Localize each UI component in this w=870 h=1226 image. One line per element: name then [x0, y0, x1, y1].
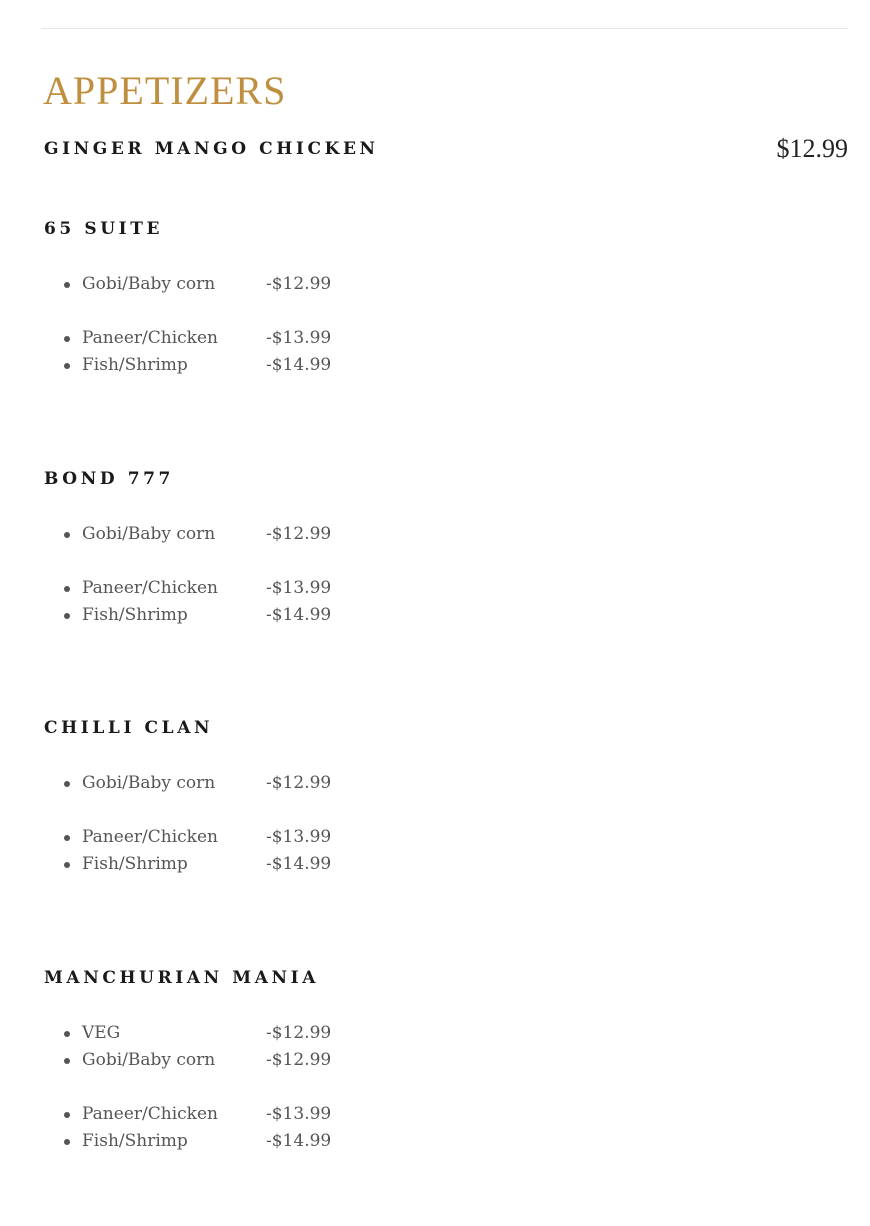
option-price: -$13.99 — [266, 328, 332, 348]
dish-bond-777 — [44, 469, 464, 629]
top-divider — [41, 28, 848, 29]
option-price: -$14.99 — [266, 854, 332, 874]
bullet-icon — [64, 1112, 70, 1118]
bullet-icon — [64, 282, 70, 288]
option-name: Gobi/Baby corn — [82, 274, 216, 294]
option-name: Gobi/Baby corn — [82, 1050, 216, 1070]
option-price: -$14.99 — [266, 355, 332, 375]
dish-manchurian-mania — [44, 968, 464, 1155]
option-price: -$13.99 — [266, 578, 332, 598]
option-list — [44, 521, 464, 629]
option-price: -$12.99 — [266, 1050, 332, 1070]
option-item — [44, 521, 464, 548]
option-price: -$14.99 — [266, 605, 332, 625]
dish-name: BOND 777 — [44, 469, 174, 489]
option-name: Paneer/Chicken — [82, 328, 218, 348]
dish-name: CHILLI CLAN — [44, 718, 214, 738]
option-list — [44, 271, 464, 379]
option-item — [44, 602, 464, 629]
bullet-icon — [64, 781, 70, 787]
bullet-icon — [64, 1031, 70, 1037]
option-name: Gobi/Baby corn — [82, 524, 216, 544]
option-item — [44, 325, 464, 352]
option-name: Fish/Shrimp — [82, 355, 188, 375]
option-name: VEG — [82, 1023, 121, 1043]
option-item — [44, 575, 464, 602]
dish-name: 65 SUITE — [44, 219, 164, 239]
dish-65-suite — [44, 219, 464, 379]
option-price: -$12.99 — [266, 274, 332, 294]
featured-item-price: $12.99 — [776, 134, 848, 163]
option-price: -$14.99 — [266, 1131, 332, 1151]
featured-item-name: GINGER MANGO CHICKEN — [44, 139, 379, 159]
bullet-icon — [64, 613, 70, 619]
option-name: Fish/Shrimp — [82, 854, 188, 874]
option-item — [44, 851, 464, 878]
section-title-appetizers: APPETIZERS — [43, 68, 287, 113]
option-price: -$12.99 — [266, 773, 332, 793]
option-item — [44, 770, 464, 797]
dish-name: MANCHURIAN MANIA — [44, 968, 319, 988]
option-item — [44, 352, 464, 379]
bullet-icon — [64, 532, 70, 538]
option-name: Fish/Shrimp — [82, 1131, 188, 1151]
bullet-icon — [64, 586, 70, 592]
bullet-icon — [64, 835, 70, 841]
option-list — [44, 1020, 464, 1155]
option-item — [44, 1128, 464, 1155]
bullet-icon — [64, 336, 70, 342]
option-item — [44, 824, 464, 851]
option-price: -$12.99 — [266, 1023, 332, 1043]
bullet-icon — [64, 862, 70, 868]
option-name: Gobi/Baby corn — [82, 773, 216, 793]
bullet-icon — [64, 1139, 70, 1145]
option-price: -$13.99 — [266, 827, 332, 847]
option-list — [44, 770, 464, 878]
option-name: Paneer/Chicken — [82, 827, 218, 847]
option-name: Paneer/Chicken — [82, 578, 218, 598]
option-price: -$13.99 — [266, 1104, 332, 1124]
bullet-icon — [64, 1058, 70, 1064]
bullet-icon — [64, 363, 70, 369]
option-item — [44, 271, 464, 298]
option-item — [44, 1020, 464, 1047]
option-item — [44, 1047, 464, 1074]
option-name: Paneer/Chicken — [82, 1104, 218, 1124]
option-item — [44, 1101, 464, 1128]
option-price: -$12.99 — [266, 524, 332, 544]
option-name: Fish/Shrimp — [82, 605, 188, 625]
featured-item — [44, 132, 848, 166]
dish-chilli-clan — [44, 718, 464, 878]
